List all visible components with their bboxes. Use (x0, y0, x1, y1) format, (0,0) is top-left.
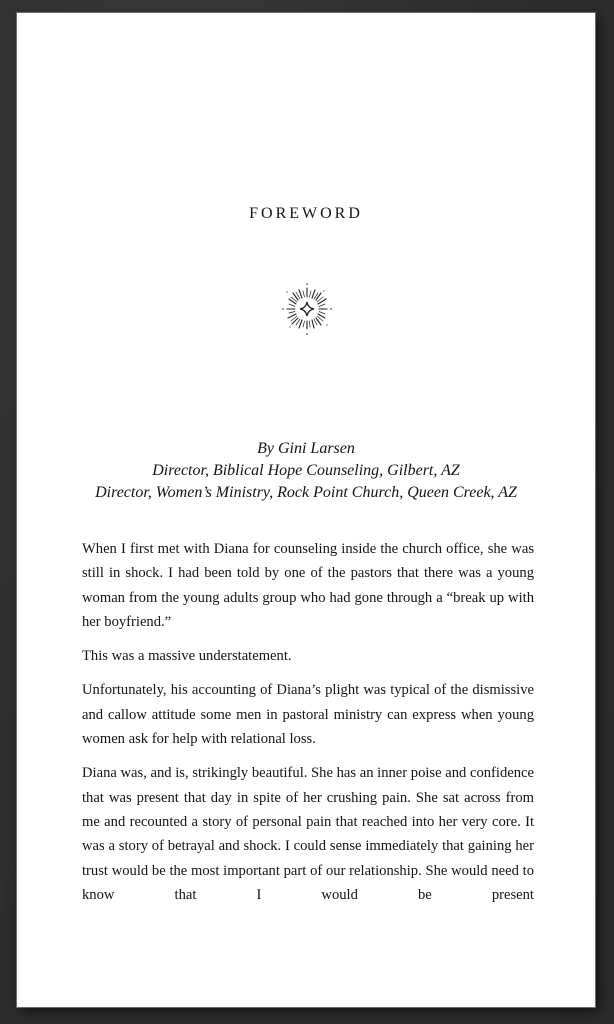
book-page (16, 12, 596, 1008)
paragraph: Unfortunately, his accounting of Diana’s plight was typical of the dismissive and callow attitude some men in pastoral ministry can express when young women ask for help with relational loss. (82, 682, 534, 748)
author-name: By Gini Larsen (257, 440, 355, 457)
chapter-title: FOREWORD (249, 205, 363, 222)
paragraph: When I first met with Diana for counseling inside the church office, she was still in shock. I had been told by one of the pastors that there was a young woman from the young adults group who had gone through a “break up with her boyfriend.” (82, 541, 534, 630)
paragraph: This was a massive understatement. (82, 648, 292, 665)
starburst-ornament-icon (279, 281, 335, 337)
paragraph: Diana was, and is, strikingly beautiful. She has an inner poise and confidence that was present that day in spite of her crushing pain. She sat across from me and recounted a story of personal pain that reached into her very core. It was a story of betrayal and shock. I could sense immediately that gaining her trust would be the most important part of our relationship. She would need to know that I would be present (82, 765, 534, 903)
foreword-body (82, 537, 534, 917)
byline (17, 438, 595, 504)
author-role-2: Director, Women’s Ministry, Rock Point Church, Queen Creek, AZ (95, 484, 517, 501)
author-role-1: Director, Biblical Hope Counseling, Gilbert, AZ (152, 462, 460, 479)
